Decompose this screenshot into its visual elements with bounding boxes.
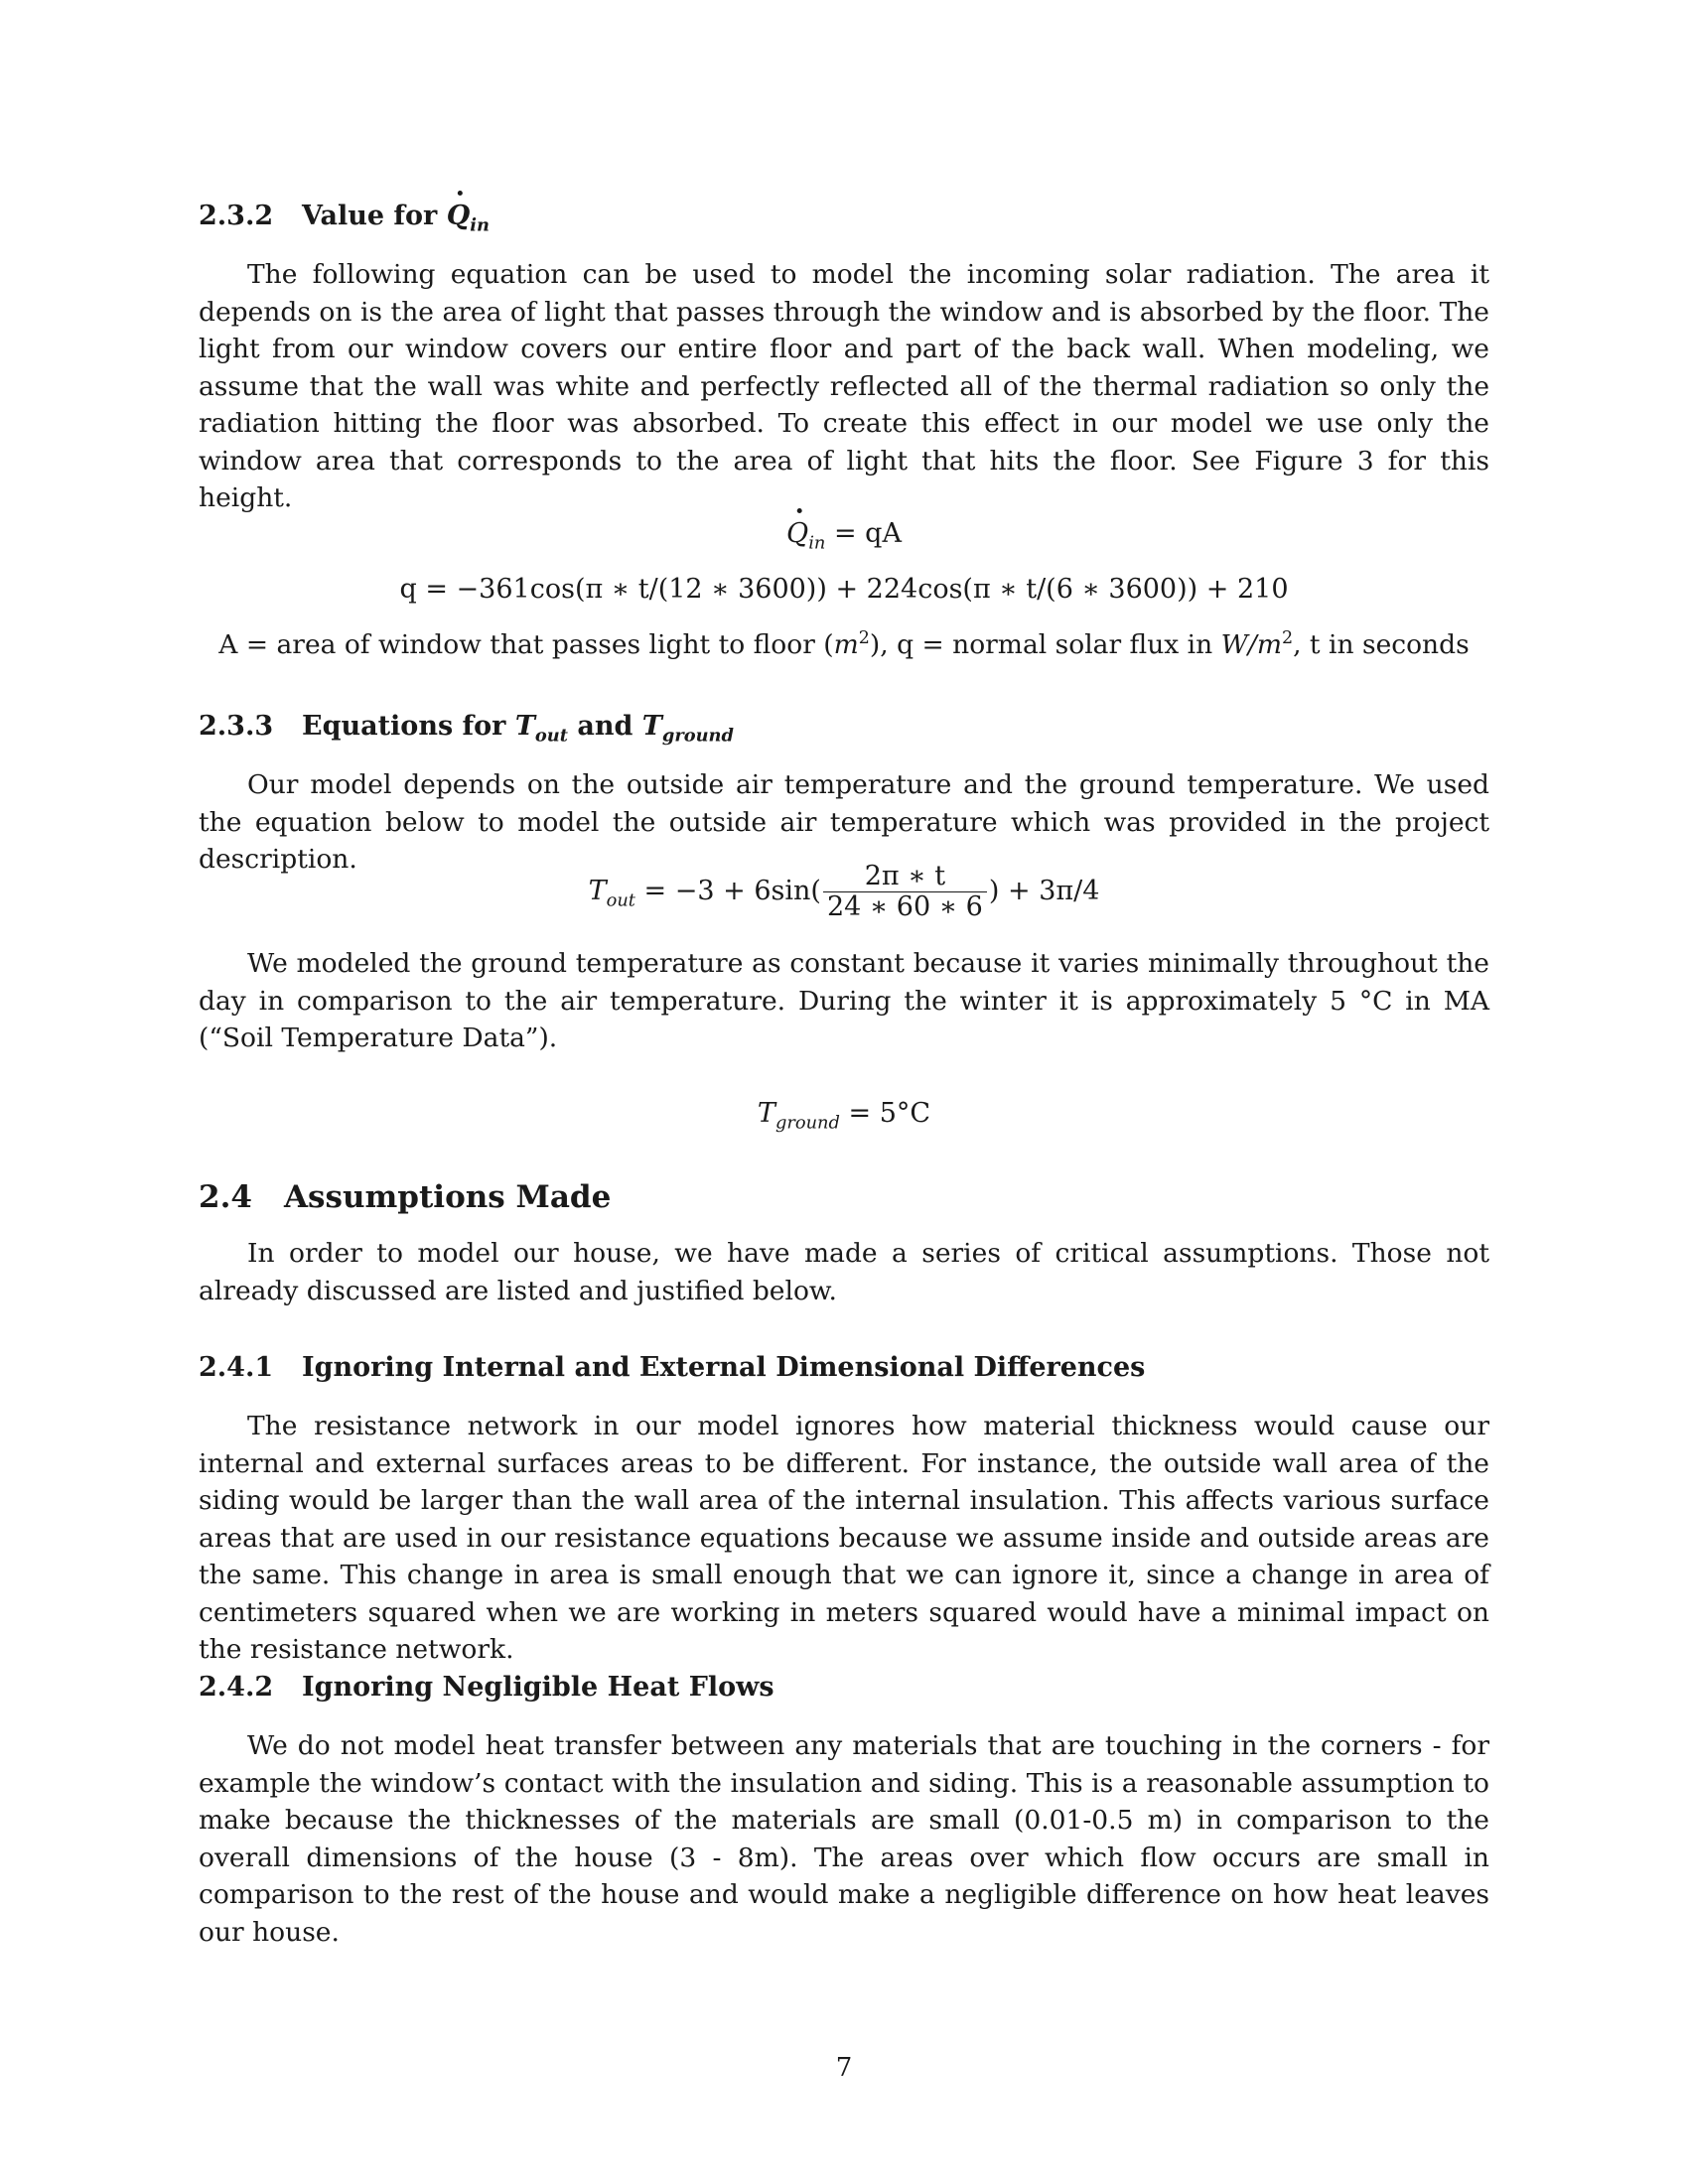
section-title: Value for [302, 201, 438, 231]
equation-text: q = −361cos(π ∗ t/(12 ∗ 3600)) + 224cos(π ∗ t/(6 ∗ 3600)) + 210 [399, 574, 1289, 605]
section-title: Assumptions Made [284, 1179, 612, 1215]
section-title: Ignoring Negligible Heat Flows [302, 1672, 774, 1703]
section-2-3-3-paragraph-1: Our model depends on the outside air temperature and the ground temperature. We used the equation below to model the outside air temperature which was provided in the project description. [199, 769, 1489, 875]
fraction: $\frac{2\pi ∗ t}{24 ∗ 60 ∗ 6}$ [823, 862, 987, 922]
section-2-4-heading [199, 1177, 1489, 1217]
section-2-4-1-heading [199, 1350, 1489, 1386]
section-number: 2.4.2 [199, 1672, 274, 1703]
equation-q-in: · $Q_{in}$ = qA [199, 516, 1489, 552]
section-title: Equations for [302, 711, 506, 742]
equation-t-ground: $T_{ground} = 5^\circ C$ [757, 1098, 931, 1134]
section-2-3-3-paragraph-2: We modeled the ground temperature as constant because it varies minimally throughout the day in comparison to the air temperature. During the winter it is approximately 5 °C in MA (“Soil Temperature Data”). [199, 948, 1489, 1053]
section-2-4-paragraph: In order to model our house, we have made a series of critical assumptions. Those not already discussed are listed and justified below. [199, 1238, 1489, 1306]
section-number: 2.4 [199, 1179, 252, 1215]
section-2-4-1-paragraph: The resistance network in our model ignores how material thickness would cause our internal and external surfaces areas to be different. For instance, the outside wall area of the siding would be larger than the wall area of the internal insulation. This affects various surface areas that are used in our resistance equations because we assume inside and outside areas are the same. This change in area is small enough that we can ignore it, since a change in area of centimeters squared when we are working in meters squared would have a minimal impact on the resistance network. [199, 1411, 1489, 1665]
section-number: 2.3.3 [199, 711, 274, 742]
section-number: 2.3.2 [199, 201, 274, 231]
section-2-4-2-paragraph: We do not model heat transfer between any materials that are touching in the corners - for example the window’s contact with the insulation and siding. This is a reasonable assumption to make because the thicknesses of the materials are small (0.01-0.5 m) in comparison to the overall dimensions of the house (3 - 8m). The areas over which flow occurs are small in comparison to the rest of the house and would make a negligible difference on how heat leaves our house. [199, 1730, 1489, 1948]
section-2-4-2-heading [199, 1670, 1489, 1706]
equation-rhs: = qA [833, 518, 902, 549]
section-title: Ignoring Internal and External Dimensional Differences [302, 1352, 1146, 1383]
page-number: 7 [835, 2053, 853, 2083]
equation-t-out: $T_{out} = -3 + 6\sin$( $\frac{2\pi ∗ t}{24 ∗ 60 ∗ 6}$ ) + 3π/4 [588, 861, 1100, 922]
equation-solar-flux [199, 572, 1489, 608]
document-page [199, 0, 1489, 2184]
section-2-3-2-heading: 2.3.2 Value for · $Q_{in}$ [199, 199, 1489, 234]
section-number: 2.4.1 [199, 1352, 274, 1383]
paragraph-text: The following equation can be used to model the incoming solar radiation. The area it depends on is the area of light that passes through the window and is absorbed by the floor. The light from our window covers our entire floor and part of the back wall. When modeling, we assume that the wall was white and perfectly reflected all of the thermal radiation so only the radiation hitting the floor was absorbed. To create this effect in our model we use only the window area that corresponds to the area of light that hits the floor. See Figure 3 for this height. [199, 259, 1489, 513]
q-dot-symbol: · Q [447, 199, 471, 234]
section-2-3-3-heading: 2.3.3 Equations for $T_{out}$ and $T_{ground}$ [199, 711, 734, 747]
equation-caption: A = area of window that passes light to floor $(m^2)$, q = normal solar flux in $W/m^2$, t in seconds [218, 628, 1470, 660]
section-2-3-2-paragraph [199, 256, 1489, 517]
